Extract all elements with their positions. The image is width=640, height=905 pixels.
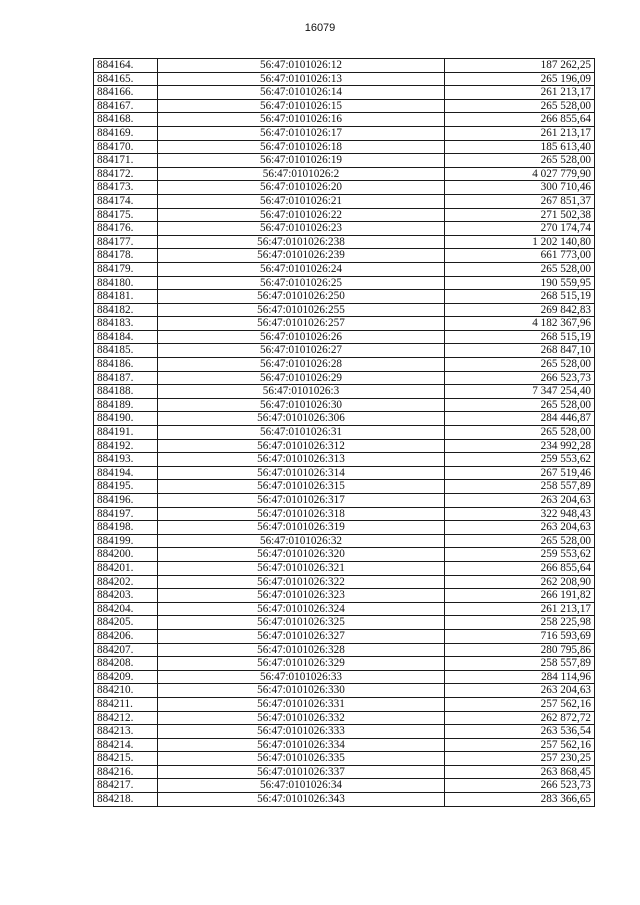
row-number-cell: 884191. — [94, 426, 158, 440]
table-row — [94, 507, 595, 521]
cadastral-number-cell: 56:47:0101026:343 — [158, 793, 445, 807]
row-number-cell: 884185. — [94, 344, 158, 358]
table-row — [94, 711, 595, 725]
cadastral-value-table — [93, 58, 595, 807]
cadastral-value-cell: 263 204,63 — [445, 494, 595, 508]
row-number-cell: 884190. — [94, 412, 158, 426]
row-number-cell: 884188. — [94, 385, 158, 399]
cadastral-value-cell: 4 182 367,96 — [445, 317, 595, 331]
cadastral-value-cell: 261 213,17 — [445, 86, 595, 100]
row-number-cell: 884178. — [94, 249, 158, 263]
cadastral-value-cell: 284 114,96 — [445, 670, 595, 684]
cadastral-value-cell: 261 213,17 — [445, 126, 595, 140]
table-row — [94, 466, 595, 480]
table-row — [94, 358, 595, 372]
table-row — [94, 412, 595, 426]
row-number-cell: 884210. — [94, 684, 158, 698]
cadastral-number-cell: 56:47:0101026:14 — [158, 86, 445, 100]
row-number-cell: 884180. — [94, 276, 158, 290]
row-number-cell: 884200. — [94, 548, 158, 562]
table-row — [94, 779, 595, 793]
row-number-cell: 884167. — [94, 99, 158, 113]
cadastral-value-cell: 268 515,19 — [445, 290, 595, 304]
cadastral-value-cell: 265 528,00 — [445, 358, 595, 372]
table-row — [94, 616, 595, 630]
table-row — [94, 126, 595, 140]
cadastral-number-cell: 56:47:0101026:332 — [158, 711, 445, 725]
cadastral-value-cell: 262 872,72 — [445, 711, 595, 725]
row-number-cell: 884170. — [94, 140, 158, 154]
cadastral-value-cell: 263 204,63 — [445, 684, 595, 698]
cadastral-value-cell: 266 855,64 — [445, 113, 595, 127]
row-number-cell: 884196. — [94, 494, 158, 508]
cadastral-number-cell: 56:47:0101026:17 — [158, 126, 445, 140]
cadastral-value-cell: 259 553,62 — [445, 548, 595, 562]
cadastral-value-cell: 267 851,37 — [445, 194, 595, 208]
cadastral-value-cell: 265 528,00 — [445, 398, 595, 412]
cadastral-number-cell: 56:47:0101026:28 — [158, 358, 445, 372]
cadastral-value-cell: 661 773,00 — [445, 249, 595, 263]
cadastral-number-cell: 56:47:0101026:257 — [158, 317, 445, 331]
table-row — [94, 765, 595, 779]
cadastral-number-cell: 56:47:0101026:335 — [158, 752, 445, 766]
table-row — [94, 494, 595, 508]
row-number-cell: 884186. — [94, 358, 158, 372]
table-row — [94, 303, 595, 317]
cadastral-number-cell: 56:47:0101026:27 — [158, 344, 445, 358]
cadastral-value-cell: 322 948,43 — [445, 507, 595, 521]
cadastral-number-cell: 56:47:0101026:33 — [158, 670, 445, 684]
cadastral-number-cell: 56:47:0101026:320 — [158, 548, 445, 562]
table-row — [94, 59, 595, 73]
table-row — [94, 154, 595, 168]
row-number-cell: 884211. — [94, 697, 158, 711]
row-number-cell: 884199. — [94, 534, 158, 548]
table-row — [94, 235, 595, 249]
cadastral-number-cell: 56:47:0101026:31 — [158, 426, 445, 440]
table-row — [94, 222, 595, 236]
cadastral-number-cell: 56:47:0101026:12 — [158, 59, 445, 73]
cadastral-number-cell: 56:47:0101026:20 — [158, 181, 445, 195]
row-number-cell: 884204. — [94, 602, 158, 616]
table-row — [94, 738, 595, 752]
cadastral-number-cell: 56:47:0101026:30 — [158, 398, 445, 412]
cadastral-value-cell: 266 855,64 — [445, 561, 595, 575]
table-row — [94, 725, 595, 739]
cadastral-number-cell: 56:47:0101026:331 — [158, 697, 445, 711]
row-number-cell: 884182. — [94, 303, 158, 317]
cadastral-value-cell: 265 528,00 — [445, 534, 595, 548]
row-number-cell: 884201. — [94, 561, 158, 575]
cadastral-value-cell: 258 557,89 — [445, 657, 595, 671]
row-number-cell: 884169. — [94, 126, 158, 140]
cadastral-value-cell: 267 519,46 — [445, 466, 595, 480]
table-row — [94, 561, 595, 575]
table-row — [94, 140, 595, 154]
cadastral-number-cell: 56:47:0101026:317 — [158, 494, 445, 508]
row-number-cell: 884175. — [94, 208, 158, 222]
cadastral-number-cell: 56:47:0101026:327 — [158, 629, 445, 643]
cadastral-value-cell: 1 202 140,80 — [445, 235, 595, 249]
cadastral-value-cell: 266 523,73 — [445, 779, 595, 793]
cadastral-number-cell: 56:47:0101026:313 — [158, 453, 445, 467]
row-number-cell: 884213. — [94, 725, 158, 739]
row-number-cell: 884181. — [94, 290, 158, 304]
table-row — [94, 262, 595, 276]
cadastral-value-cell: 266 523,73 — [445, 371, 595, 385]
table-row — [94, 575, 595, 589]
cadastral-value-cell: 265 528,00 — [445, 99, 595, 113]
cadastral-value-cell: 300 710,46 — [445, 181, 595, 195]
row-number-cell: 884205. — [94, 616, 158, 630]
cadastral-number-cell: 56:47:0101026:32 — [158, 534, 445, 548]
table-row — [94, 398, 595, 412]
cadastral-value-cell: 265 528,00 — [445, 154, 595, 168]
cadastral-number-cell: 56:47:0101026:3 — [158, 385, 445, 399]
cadastral-number-cell: 56:47:0101026:325 — [158, 616, 445, 630]
row-number-cell: 884187. — [94, 371, 158, 385]
row-number-cell: 884174. — [94, 194, 158, 208]
cadastral-value-cell: 269 842,83 — [445, 303, 595, 317]
table-row — [94, 453, 595, 467]
cadastral-value-cell: 234 992,28 — [445, 439, 595, 453]
cadastral-value-cell: 263 536,54 — [445, 725, 595, 739]
row-number-cell: 884183. — [94, 317, 158, 331]
table-body — [94, 59, 595, 807]
table-row — [94, 684, 595, 698]
table-row — [94, 167, 595, 181]
row-number-cell: 884176. — [94, 222, 158, 236]
cadastral-number-cell: 56:47:0101026:29 — [158, 371, 445, 385]
cadastral-number-cell: 56:47:0101026:321 — [158, 561, 445, 575]
cadastral-number-cell: 56:47:0101026:329 — [158, 657, 445, 671]
cadastral-number-cell: 56:47:0101026:19 — [158, 154, 445, 168]
cadastral-value-cell: 268 847,10 — [445, 344, 595, 358]
cadastral-number-cell: 56:47:0101026:23 — [158, 222, 445, 236]
cadastral-number-cell: 56:47:0101026:255 — [158, 303, 445, 317]
row-number-cell: 884207. — [94, 643, 158, 657]
table-row — [94, 249, 595, 263]
cadastral-value-cell: 7 347 254,40 — [445, 385, 595, 399]
cadastral-value-cell: 258 557,89 — [445, 480, 595, 494]
table-row — [94, 697, 595, 711]
cadastral-number-cell: 56:47:0101026:16 — [158, 113, 445, 127]
row-number-cell: 884173. — [94, 181, 158, 195]
table-row — [94, 86, 595, 100]
cadastral-value-cell: 262 208,90 — [445, 575, 595, 589]
cadastral-value-cell: 190 559,95 — [445, 276, 595, 290]
row-number-cell: 884208. — [94, 657, 158, 671]
cadastral-value-cell: 185 613,40 — [445, 140, 595, 154]
row-number-cell: 884203. — [94, 589, 158, 603]
table-row — [94, 426, 595, 440]
row-number-cell: 884216. — [94, 765, 158, 779]
table-row — [94, 534, 595, 548]
cadastral-number-cell: 56:47:0101026:25 — [158, 276, 445, 290]
row-number-cell: 884172. — [94, 167, 158, 181]
row-number-cell: 884193. — [94, 453, 158, 467]
table-row — [94, 480, 595, 494]
row-number-cell: 884214. — [94, 738, 158, 752]
table-row — [94, 752, 595, 766]
cadastral-number-cell: 56:47:0101026:238 — [158, 235, 445, 249]
cadastral-value-cell: 263 204,63 — [445, 521, 595, 535]
table-row — [94, 643, 595, 657]
cadastral-number-cell: 56:47:0101026:333 — [158, 725, 445, 739]
cadastral-value-cell: 258 225,98 — [445, 616, 595, 630]
row-number-cell: 884184. — [94, 330, 158, 344]
cadastral-value-cell: 283 366,65 — [445, 793, 595, 807]
cadastral-number-cell: 56:47:0101026:239 — [158, 249, 445, 263]
cadastral-number-cell: 56:47:0101026:328 — [158, 643, 445, 657]
table-row — [94, 330, 595, 344]
table-row — [94, 276, 595, 290]
table-row — [94, 99, 595, 113]
row-number-cell: 884217. — [94, 779, 158, 793]
table-row — [94, 385, 595, 399]
row-number-cell: 884189. — [94, 398, 158, 412]
row-number-cell: 884209. — [94, 670, 158, 684]
row-number-cell: 884192. — [94, 439, 158, 453]
cadastral-number-cell: 56:47:0101026:250 — [158, 290, 445, 304]
cadastral-value-cell: 265 528,00 — [445, 426, 595, 440]
cadastral-value-cell: 263 868,45 — [445, 765, 595, 779]
cadastral-number-cell: 56:47:0101026:24 — [158, 262, 445, 276]
table-row — [94, 72, 595, 86]
table-row — [94, 548, 595, 562]
row-number-cell: 884212. — [94, 711, 158, 725]
cadastral-number-cell: 56:47:0101026:15 — [158, 99, 445, 113]
cadastral-number-cell: 56:47:0101026:315 — [158, 480, 445, 494]
cadastral-value-cell: 265 528,00 — [445, 262, 595, 276]
table-row — [94, 629, 595, 643]
cadastral-value-cell: 259 553,62 — [445, 453, 595, 467]
cadastral-value-cell: 187 262,25 — [445, 59, 595, 73]
cadastral-value-cell: 265 196,09 — [445, 72, 595, 86]
table-row — [94, 589, 595, 603]
cadastral-value-cell: 266 191,82 — [445, 589, 595, 603]
cadastral-number-cell: 56:47:0101026:26 — [158, 330, 445, 344]
cadastral-value-cell: 271 502,38 — [445, 208, 595, 222]
row-number-cell: 884218. — [94, 793, 158, 807]
cadastral-number-cell: 56:47:0101026:306 — [158, 412, 445, 426]
table-row — [94, 371, 595, 385]
cadastral-number-cell: 56:47:0101026:2 — [158, 167, 445, 181]
row-number-cell: 884194. — [94, 466, 158, 480]
cadastral-number-cell: 56:47:0101026:324 — [158, 602, 445, 616]
cadastral-value-cell: 284 446,87 — [445, 412, 595, 426]
row-number-cell: 884166. — [94, 86, 158, 100]
cadastral-number-cell: 56:47:0101026:22 — [158, 208, 445, 222]
cadastral-value-cell: 270 174,74 — [445, 222, 595, 236]
cadastral-number-cell: 56:47:0101026:312 — [158, 439, 445, 453]
table-row — [94, 793, 595, 807]
cadastral-number-cell: 56:47:0101026:337 — [158, 765, 445, 779]
row-number-cell: 884195. — [94, 480, 158, 494]
row-number-cell: 884206. — [94, 629, 158, 643]
cadastral-number-cell: 56:47:0101026:318 — [158, 507, 445, 521]
row-number-cell: 884171. — [94, 154, 158, 168]
cadastral-value-cell: 716 593,69 — [445, 629, 595, 643]
table-row — [94, 344, 595, 358]
cadastral-number-cell: 56:47:0101026:319 — [158, 521, 445, 535]
cadastral-number-cell: 56:47:0101026:330 — [158, 684, 445, 698]
cadastral-number-cell: 56:47:0101026:314 — [158, 466, 445, 480]
table-row — [94, 181, 595, 195]
row-number-cell: 884197. — [94, 507, 158, 521]
cadastral-number-cell: 56:47:0101026:334 — [158, 738, 445, 752]
row-number-cell: 884164. — [94, 59, 158, 73]
row-number-cell: 884168. — [94, 113, 158, 127]
table-row — [94, 317, 595, 331]
cadastral-value-cell: 261 213,17 — [445, 602, 595, 616]
table-row — [94, 657, 595, 671]
cadastral-value-cell: 280 795,86 — [445, 643, 595, 657]
cadastral-number-cell: 56:47:0101026:322 — [158, 575, 445, 589]
cadastral-number-cell: 56:47:0101026:18 — [158, 140, 445, 154]
table-row — [94, 521, 595, 535]
row-number-cell: 884177. — [94, 235, 158, 249]
page-number: 16079 — [304, 22, 336, 34]
row-number-cell: 884198. — [94, 521, 158, 535]
row-number-cell: 884165. — [94, 72, 158, 86]
cadastral-value-cell: 257 230,25 — [445, 752, 595, 766]
cadastral-value-cell: 4 027 779,90 — [445, 167, 595, 181]
cadastral-value-cell: 257 562,16 — [445, 697, 595, 711]
row-number-cell: 884179. — [94, 262, 158, 276]
table-row — [94, 670, 595, 684]
table-row — [94, 602, 595, 616]
cadastral-number-cell: 56:47:0101026:21 — [158, 194, 445, 208]
cadastral-value-cell: 268 515,19 — [445, 330, 595, 344]
row-number-cell: 884202. — [94, 575, 158, 589]
table-row — [94, 439, 595, 453]
table-row — [94, 290, 595, 304]
table-row — [94, 113, 595, 127]
cadastral-number-cell: 56:47:0101026:34 — [158, 779, 445, 793]
cadastral-value-cell: 257 562,16 — [445, 738, 595, 752]
cadastral-number-cell: 56:47:0101026:13 — [158, 72, 445, 86]
row-number-cell: 884215. — [94, 752, 158, 766]
table-row — [94, 194, 595, 208]
cadastral-number-cell: 56:47:0101026:323 — [158, 589, 445, 603]
table-row — [94, 208, 595, 222]
